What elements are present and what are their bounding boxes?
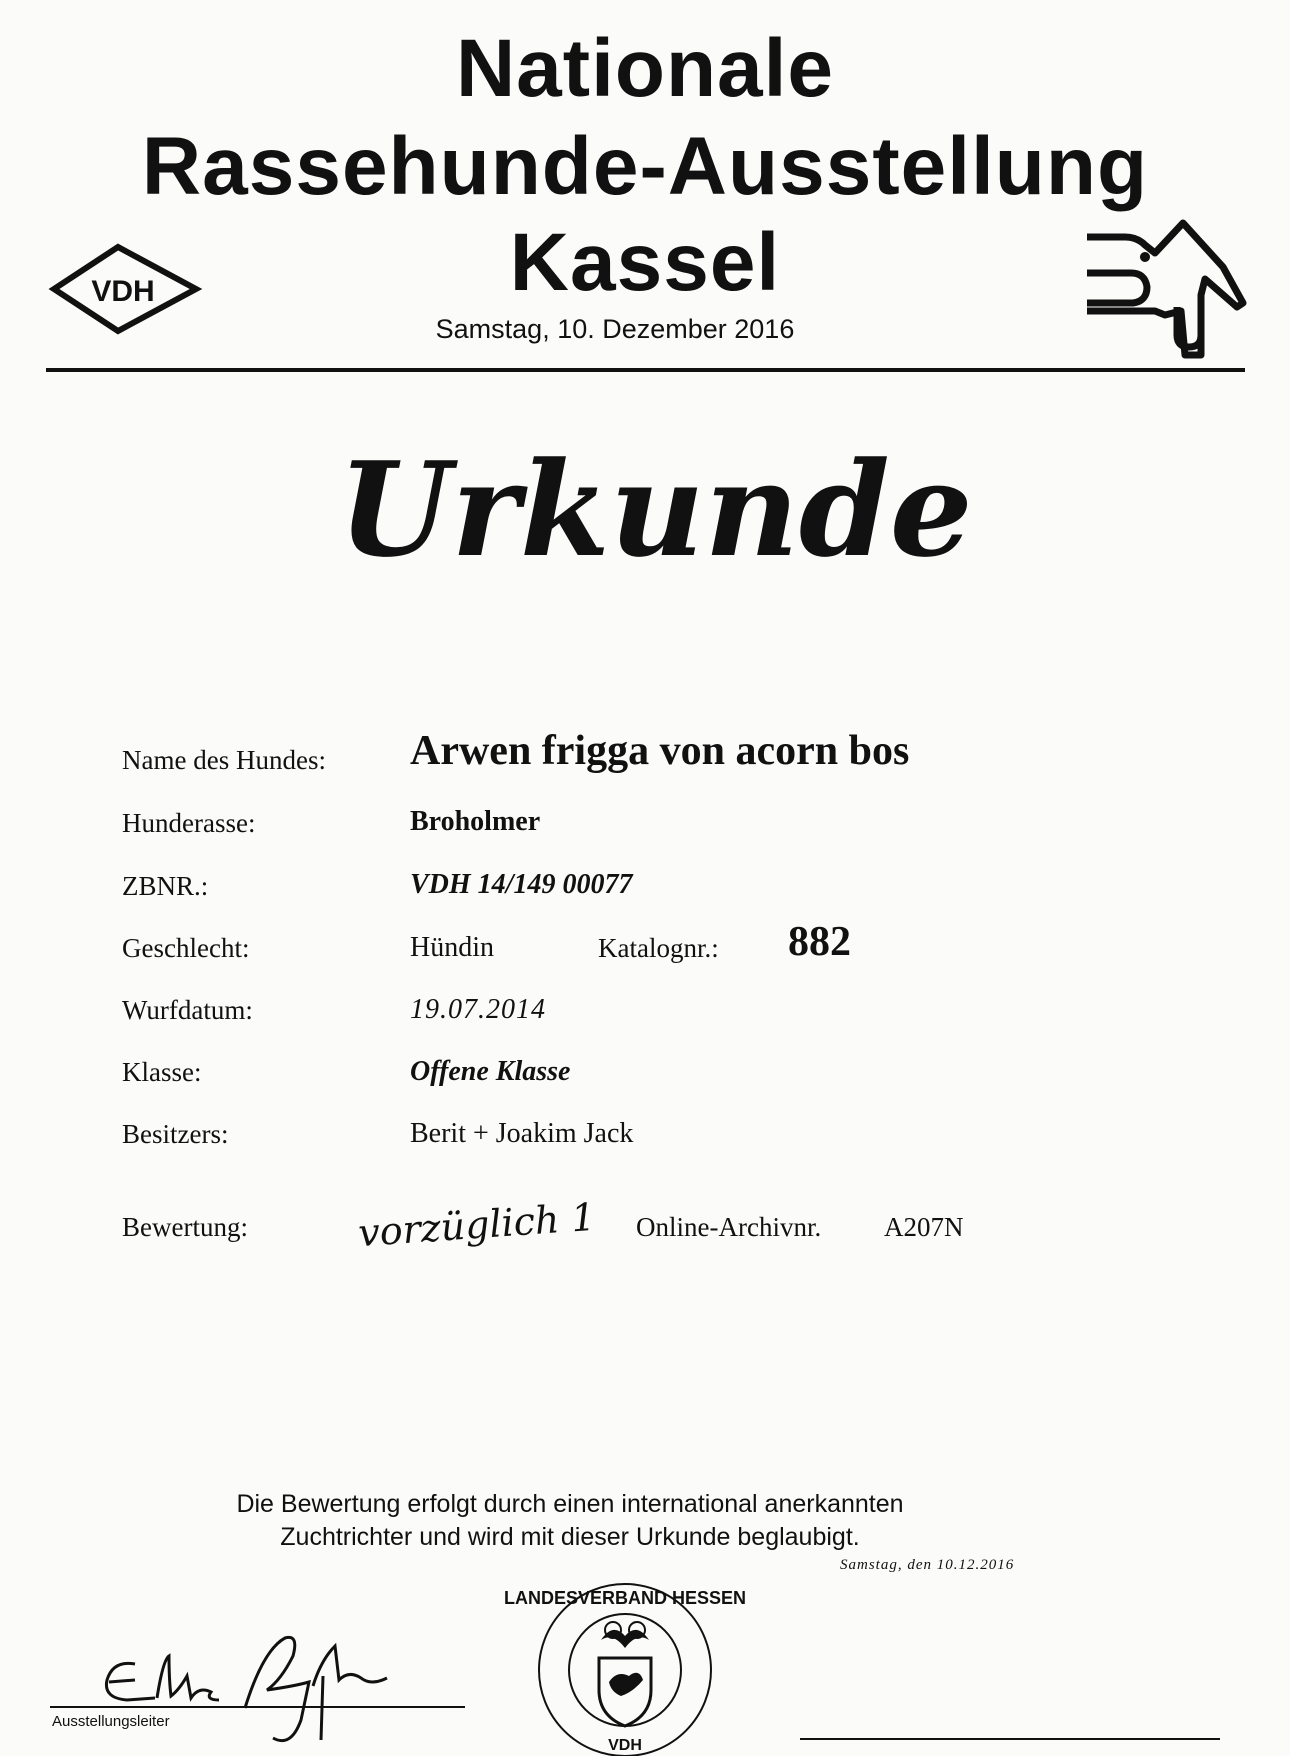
exhibition-leader-label: Ausstellungsleiter	[52, 1713, 170, 1730]
class-label: Klasse:	[122, 1057, 202, 1087]
breed-label: Hunderasse:	[122, 808, 256, 838]
class-value: Offene Klasse	[410, 1056, 571, 1087]
zbnr-value: VDH 14/149 00077	[410, 869, 633, 900]
show-title-line2: Rassehunde-Ausstellung	[141, 121, 1149, 212]
rating-value-handwritten: vorzüglich 1	[356, 1194, 597, 1256]
header-divider	[46, 368, 1245, 372]
owner-value: Berit + Joakim Jack	[410, 1118, 634, 1149]
dog-head-logo-icon	[1085, 215, 1245, 365]
seal-text-top: LANDESVERBAND HESSEN	[503, 1588, 747, 1608]
hessen-seal-icon	[503, 1570, 747, 1756]
breed-value: Broholmer	[410, 806, 541, 837]
signature-icon	[95, 1620, 425, 1750]
birth-date-value: 19.07.2014	[410, 994, 546, 1025]
title-text: Urkunde	[338, 433, 973, 586]
archive-value: A207N	[884, 1212, 964, 1242]
dog-name-value: Arwen frigga von acorn bos	[410, 728, 910, 774]
certificate-title	[330, 425, 973, 595]
catalog-label: Katalognr.:	[598, 933, 719, 963]
validation-note-line2: Zuchtrichter und wird mit dieser Urkunde beglaubigt.	[280, 1523, 860, 1551]
sex-value: Hündin	[410, 932, 494, 963]
signature-line-left	[50, 1706, 465, 1708]
signing-date: Samstag, den 10.12.2016	[840, 1557, 1015, 1573]
show-date: Samstag, 10. Dezember 2016	[435, 314, 795, 344]
validation-note-line1: Die Bewertung erfolgt durch einen international anerkannten	[236, 1490, 904, 1518]
show-title-line1: Nationale	[455, 23, 835, 114]
archive-label: Online-Archivnr.	[636, 1212, 822, 1242]
signature-line-right	[800, 1738, 1220, 1740]
seal-text-bottom: VDH	[608, 1737, 642, 1754]
sex-label: Geschlecht:	[122, 933, 250, 963]
show-title-line3: Kassel	[509, 217, 781, 308]
rating-label: Bewertung:	[122, 1212, 248, 1242]
vdh-logo-text: VDH	[91, 275, 155, 308]
birth-date-label: Wurfdatum:	[122, 995, 253, 1025]
vdh-logo-icon	[50, 243, 200, 335]
owner-label: Besitzers:	[122, 1119, 229, 1149]
catalog-value: 882	[788, 919, 851, 965]
zbnr-label: ZBNR.:	[122, 871, 209, 901]
dog-name-label: Name des Hundes:	[122, 745, 326, 775]
